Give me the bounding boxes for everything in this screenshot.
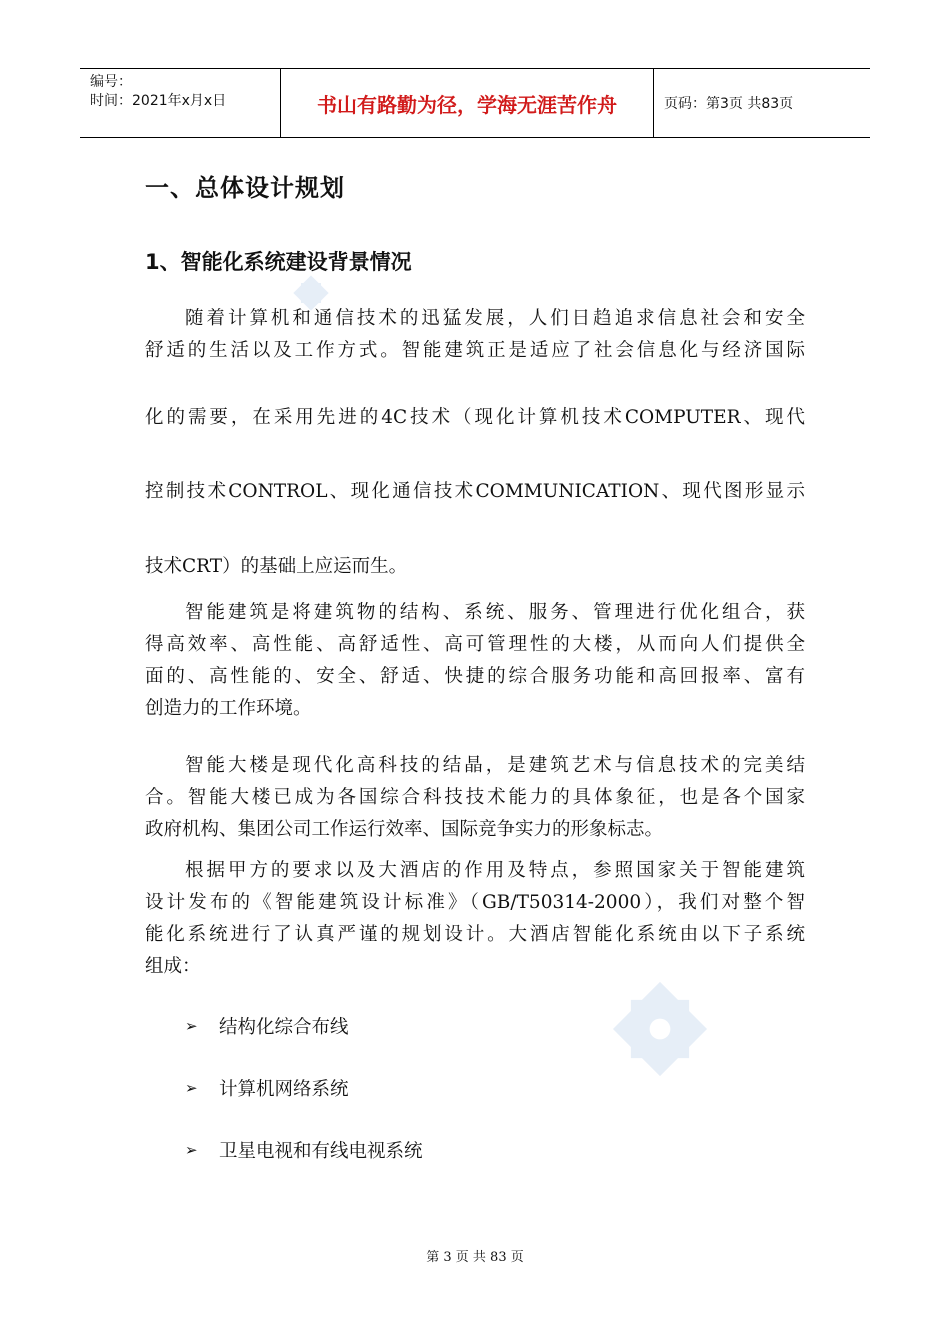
text-line: 化的需要，在采用先进的4C技术（现化计算机技术COMPUTER、现代	[145, 407, 805, 428]
arrow-bullet-icon: ➢	[185, 1079, 198, 1097]
document-number-label: 编号：	[90, 74, 132, 90]
header-page-info: 页码：第3页 共83页	[664, 96, 794, 112]
header-meta	[80, 69, 281, 137]
watermark-logo-icon	[608, 977, 712, 1081]
list-item-label: 结构化综合布线	[219, 1017, 349, 1038]
arrow-bullet-icon: ➢	[185, 1017, 198, 1035]
text-line: 智能大楼是现代化高科技的结晶，是建筑艺术与信息技术的完美结	[185, 755, 805, 776]
text-line: 组成：	[145, 956, 201, 977]
list-item	[185, 1137, 423, 1163]
list-item-label: 卫星电视和有线电视系统	[219, 1141, 423, 1162]
paragraph-design-basis	[145, 855, 805, 983]
page-title: 一、总体设计规划	[145, 174, 345, 202]
arrow-bullet-icon: ➢	[185, 1141, 198, 1159]
text-line: 创造力的工作环境。	[145, 698, 312, 719]
list-item-label: 计算机网络系统	[219, 1079, 349, 1100]
header-motto: 书山有路勤为径，学海无涯苦作舟	[281, 69, 654, 137]
list-item	[185, 1013, 349, 1039]
text-line: 控制技术CONTROL、现化通信技术COMMUNICATION、现代图形显示	[145, 481, 805, 502]
paragraph-intelligent-tower	[145, 750, 805, 846]
text-line: 设计发布的《智能建筑设计标准》（GB/T50314-2000），我们对整个智	[145, 892, 805, 913]
text-line: 舒适的生活以及工作方式。智能建筑正是适应了社会信息化与经济国际	[145, 340, 805, 361]
text-line: 智能建筑是将建筑物的结构、系统、服务、管理进行优化组合，获	[185, 602, 805, 623]
paragraph-background-cont	[145, 551, 805, 583]
text-line: 能化系统进行了认真严谨的规划设计。大酒店智能化系统由以下子系统	[145, 924, 805, 945]
text-line: 根据甲方的要求以及大酒店的作用及特点，参照国家关于智能建筑	[185, 860, 805, 881]
list-item	[185, 1075, 349, 1101]
document-date: 时间：2021年x月x日	[90, 93, 227, 109]
text-line: 得高效率、高性能、高舒适性、高可管理性的大楼，从而向人们提供全	[145, 634, 805, 655]
paragraph-intelligent-building	[145, 597, 805, 725]
paragraph-background-cont	[145, 402, 805, 434]
section-heading: 1、智能化系统建设背景情况	[145, 250, 412, 274]
text-line: 政府机构、集团公司工作运行效率、国际竞争实力的形象标志。	[145, 819, 664, 840]
text-line: 技术CRT）的基础上应运而生。	[145, 556, 408, 577]
page-header	[80, 68, 870, 138]
text-line: 面的、高性能的、安全、舒适、快捷的综合服务功能和高回报率、富有	[145, 666, 805, 687]
text-line: 合。智能大楼已成为各国综合科技技术能力的具体象征，也是各个国家	[145, 787, 805, 808]
page-footer: 第 3 页 共 83 页	[426, 1250, 524, 1265]
paragraph-background	[145, 303, 805, 367]
text-line: 随着计算机和通信技术的迅猛发展，人们日趋追求信息社会和安全	[185, 308, 805, 329]
paragraph-background-cont	[145, 476, 805, 508]
